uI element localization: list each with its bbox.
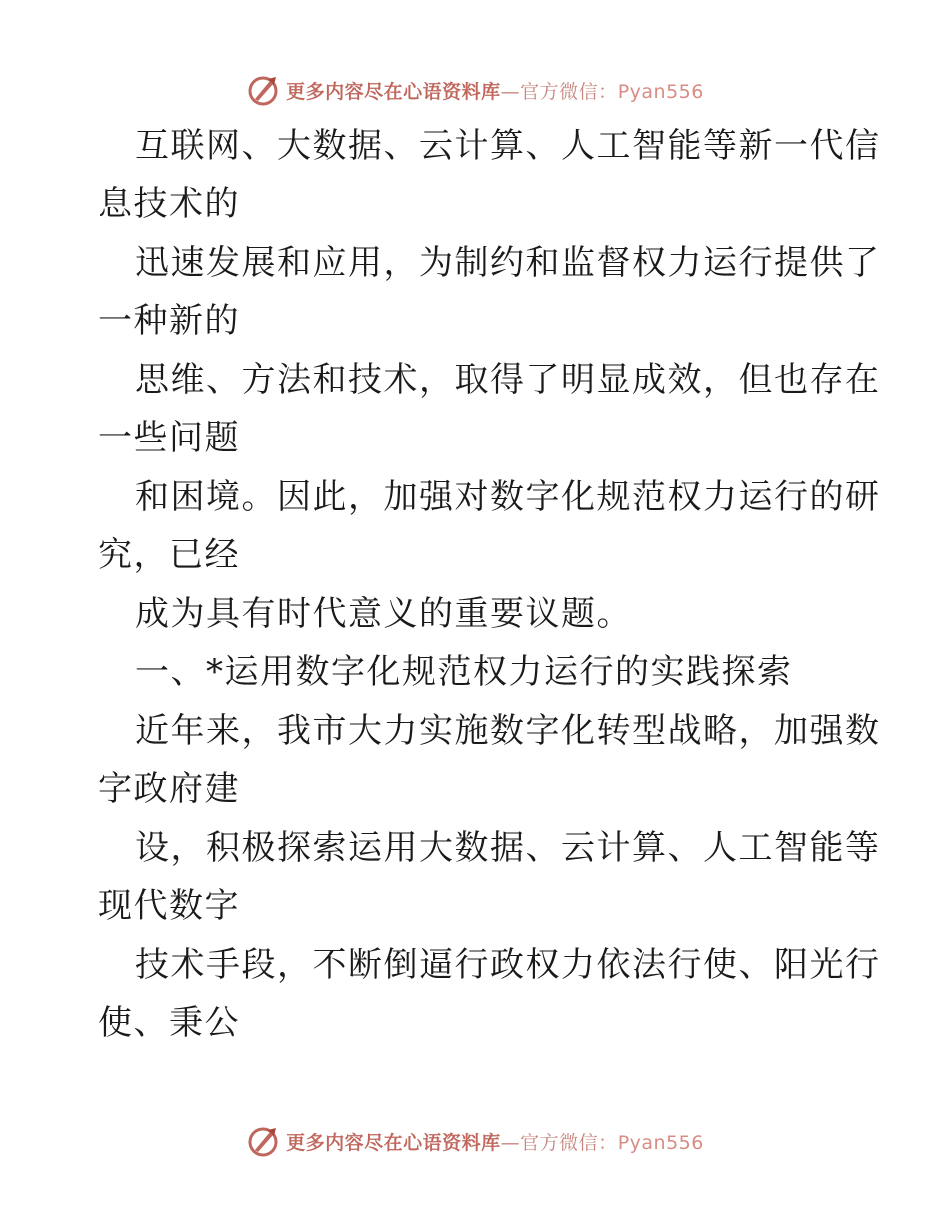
watermark-id: Pyan556: [617, 80, 704, 103]
paragraph-line: 一种新的: [98, 301, 240, 341]
paragraph-line: 究，已经: [98, 535, 240, 575]
paragraph-line: 技术手段，不断倒逼行政权力依法行使、阳光行: [135, 945, 881, 985]
paragraph-line: 一些问题: [98, 418, 240, 458]
watermark-label: 官方微信：: [520, 1131, 618, 1154]
watermark-brand: 更多内容尽在心语资料库: [286, 1131, 501, 1154]
watermark-id: Pyan556: [617, 1131, 704, 1154]
paragraph-line: 成为具有时代意义的重要议题。: [135, 594, 632, 634]
paragraph-line: 迅速发展和应用，为制约和监督权力运行提供了: [135, 243, 881, 283]
paragraph-line: 近年来，我市大力实施数字化转型战略，加强数: [135, 711, 881, 751]
quill-pen-logo-icon: [246, 1124, 280, 1158]
paragraph-line: 现代数字: [98, 886, 240, 926]
watermark-separator: —: [500, 80, 521, 103]
paragraph-line: 和困境。因此，加强对数字化规范权力运行的研: [135, 477, 881, 517]
paragraph-line: 字政府建: [98, 769, 240, 809]
watermark-brand: 更多内容尽在心语资料库: [286, 80, 501, 103]
footer-watermark: [0, 1121, 950, 1161]
section-heading: 一、*运用数字化规范权力运行的实践探索: [135, 652, 793, 692]
watermark-label: 官方微信：: [520, 80, 618, 103]
paragraph-line: 互联网、大数据、云计算、人工智能等新一代信: [135, 126, 881, 166]
watermark-separator: —: [500, 1131, 521, 1154]
paragraph-line: 使、秉公: [98, 1003, 240, 1043]
paragraph-line: 设，积极探索运用大数据、云计算、人工智能等: [135, 828, 881, 868]
quill-pen-logo-icon: [246, 73, 280, 107]
paragraph-line: 息技术的: [98, 184, 240, 224]
paragraph-line: 思维、方法和技术，取得了明显成效，但也存在: [135, 360, 881, 400]
header-watermark: [0, 70, 950, 110]
